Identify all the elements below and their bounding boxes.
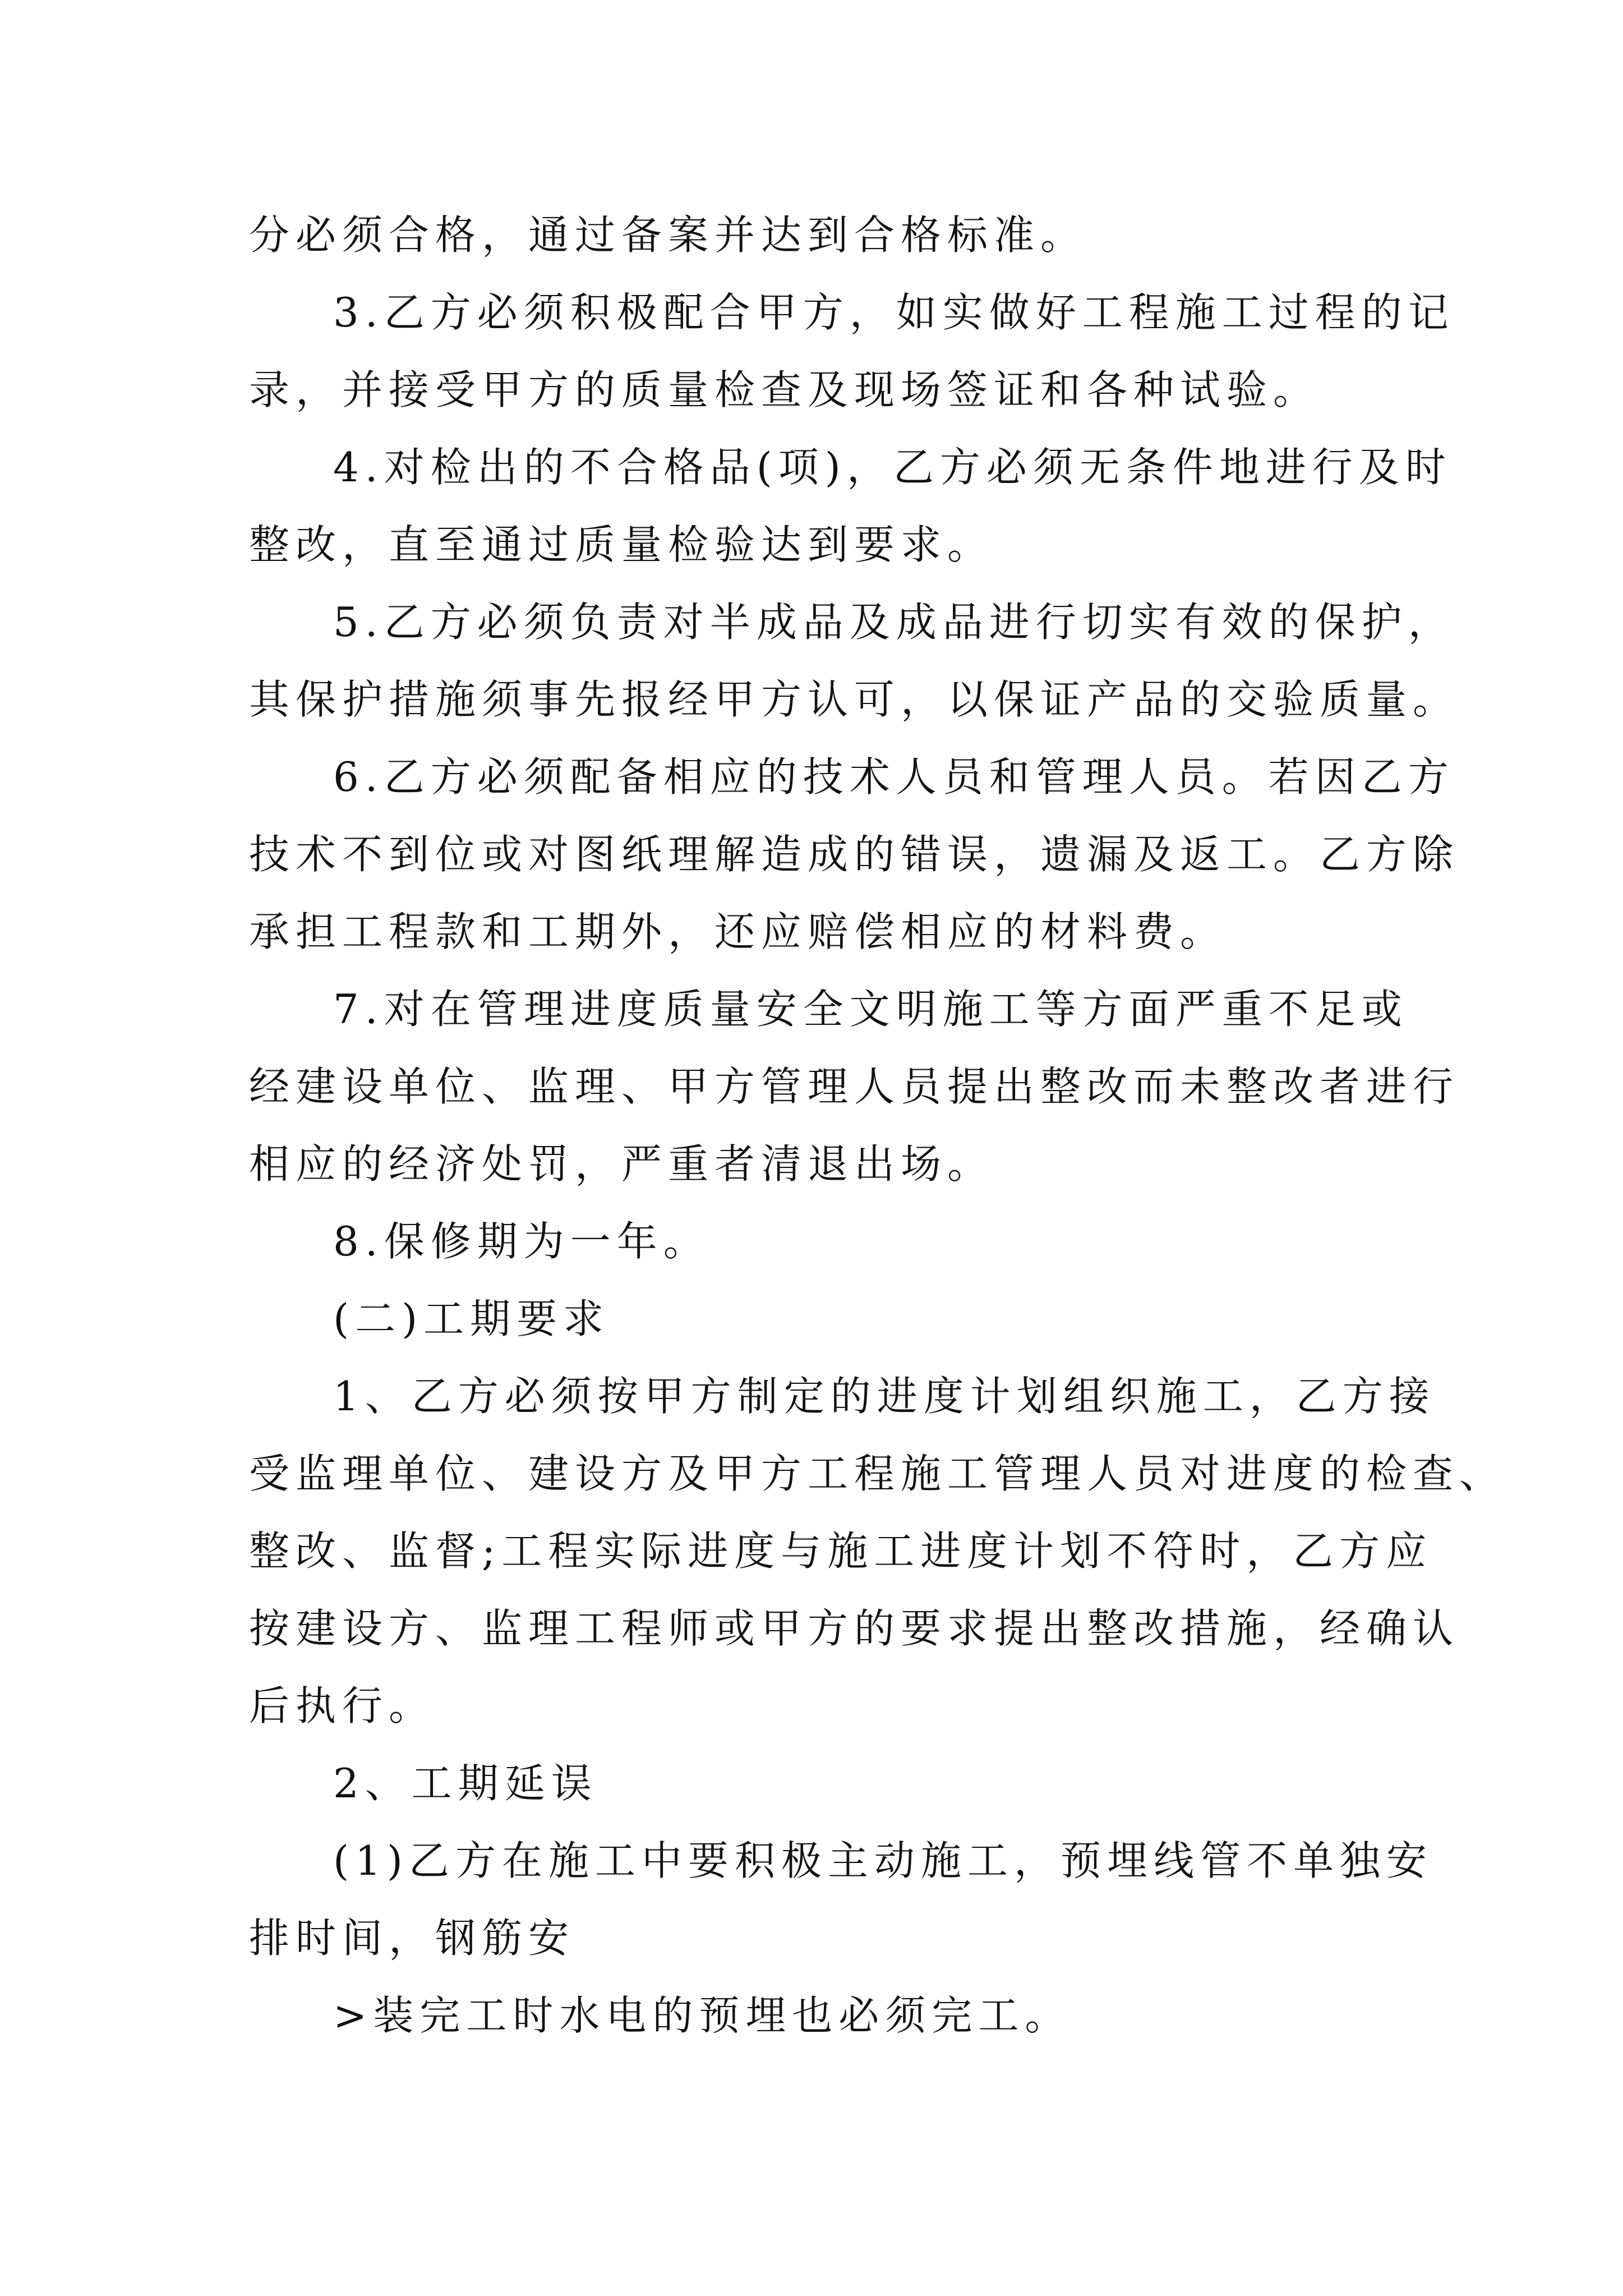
- text-line-13: 相应的经济处罚，严重者清退出场。: [249, 1140, 994, 1188]
- text-line-4: 4.对检出的不合格品(项)，乙方必须无条件地进行及时: [333, 444, 1452, 491]
- text-line-17: 受监理单位、建设方及甲方工程施工管理人员对进度的检查、: [249, 1450, 1506, 1497]
- text-line-16: 1、乙方必须按甲方制定的进度计划组织施工，乙方接: [333, 1373, 1436, 1420]
- text-line-22: (1)乙方在施工中要积极主动施工，预埋线管不单独安: [333, 1837, 1433, 1884]
- text-line-6: 5.乙方必须负责对半成品及成品进行切实有效的保护，: [333, 599, 1455, 646]
- text-line-5: 整改，直至通过质量检验达到要求。: [249, 521, 994, 568]
- text-line-20: 后执行。: [249, 1682, 436, 1729]
- text-line-19: 按建设方、监理工程师或甲方的要求提出整改措施，经确认: [249, 1605, 1460, 1652]
- text-line-23: 排时间，钢筋安: [249, 1915, 575, 1962]
- text-line-9: 技术不到位或对图纸理解造成的错误，遗漏及返工。乙方除: [249, 831, 1460, 878]
- text-line-1: 分必须合格，通过备案并达到合格标准。: [249, 211, 1087, 259]
- text-line-10: 承担工程款和工期外，还应赔偿相应的材料费。: [249, 908, 1227, 955]
- text-line-11: 7.对在管理进度质量安全文明施工等方面严重不足或: [333, 986, 1408, 1033]
- text-line-2: 3.乙方必须积极配合甲方，如实做好工程施工过程的记: [333, 289, 1455, 336]
- text-line-12: 经建设单位、监理、甲方管理人员提出整改而未整改者进行: [249, 1063, 1460, 1110]
- text-line-14: 8.保修期为一年。: [333, 1218, 710, 1265]
- text-line-3: 录，并接受甲方的质量检查及现场签证和各种试验。: [249, 366, 1320, 413]
- text-line-18: 整改、监督;工程实际进度与施工进度计划不符时，乙方应: [249, 1527, 1433, 1575]
- text-line-21: 2、工期延误: [333, 1760, 598, 1807]
- text-line-24: >装完工时水电的预埋也必须完工。: [333, 1992, 1072, 2039]
- text-line-7: 其保护措施须事先报经甲方认可，以保证产品的交验质量。: [249, 676, 1460, 723]
- text-line-15: (二)工期要求: [333, 1295, 610, 1342]
- text-line-8: 6.乙方必须配备相应的技术人员和管理人员。若因乙方: [333, 753, 1455, 800]
- document-body: [249, 196, 1506, 2054]
